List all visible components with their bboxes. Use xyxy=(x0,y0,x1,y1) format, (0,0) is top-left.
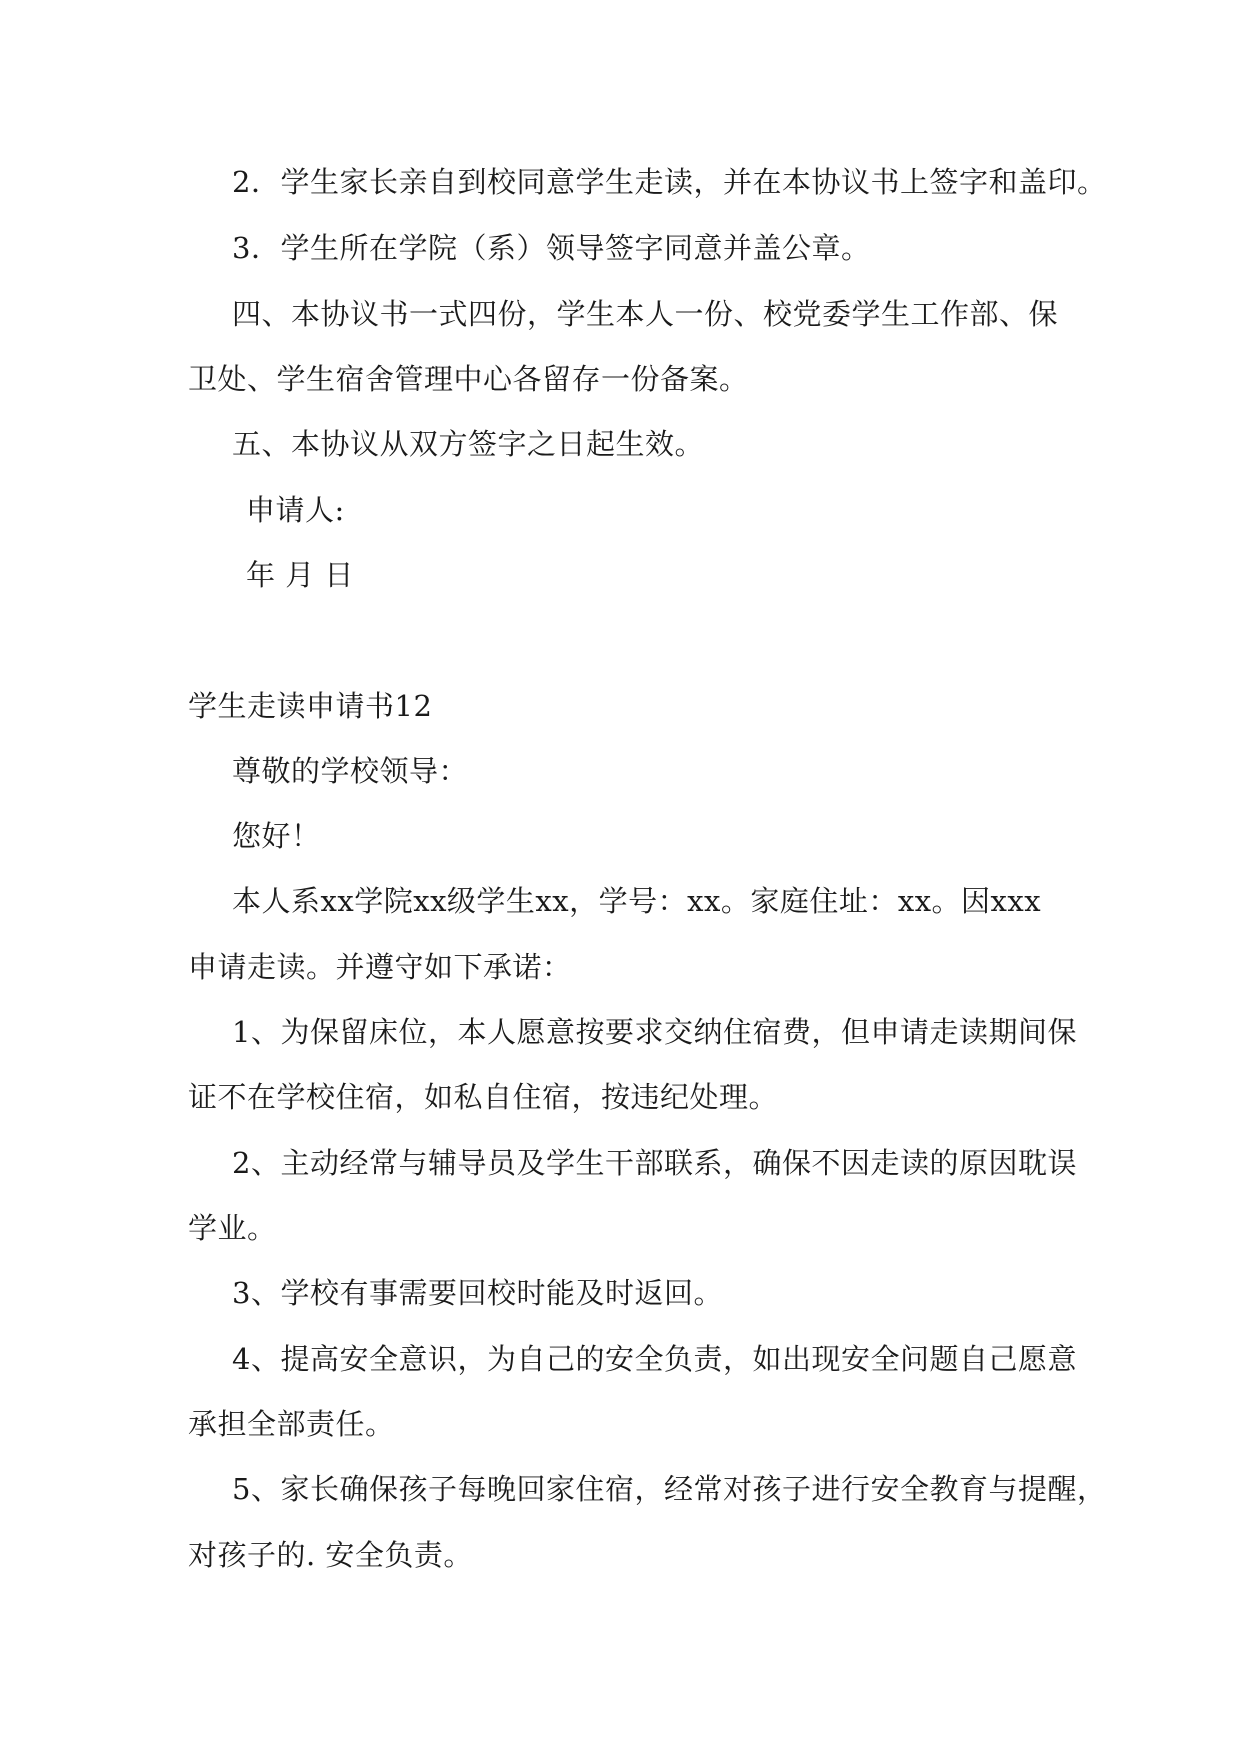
date-line: 年 月 日 xyxy=(246,558,354,592)
paragraph-line: 本人系xx学院xx级学生xx，学号：xx。家庭住址：xx。因xxx xyxy=(232,884,1042,918)
paragraph-line: 学业。 xyxy=(188,1211,277,1245)
salutation: 尊敬的学校领导： xyxy=(232,754,469,788)
paragraph-line: 对孩子的. 安全负责。 xyxy=(188,1538,473,1572)
paragraph-line: 卫处、学生宿舍管理中心各留存一份备案。 xyxy=(188,362,749,396)
paragraph-line: 5、家长确保孩子每晚回家住宿，经常对孩子进行安全教育与提醒， xyxy=(232,1472,1107,1506)
greeting: 您好！ xyxy=(232,819,321,853)
paragraph-line: 2、主动经常与辅导员及学生干部联系，确保不因走读的原因耽误 xyxy=(232,1146,1077,1180)
paragraph-line: 4、提高安全意识，为自己的安全负责，如出现安全问题自己愿意 xyxy=(232,1342,1077,1376)
paragraph-line: 五、本协议从双方签字之日起生效。 xyxy=(232,427,705,461)
section-title: 学生走读申请书12 xyxy=(188,689,433,723)
paragraph-line: 证不在学校住宿，如私自住宿，按违纪处理。 xyxy=(188,1080,779,1114)
paragraph-line: 1、为保留床位，本人愿意按要求交纳住宿费，但申请走读期间保 xyxy=(232,1015,1077,1049)
paragraph-line: 申请走读。并遵守如下承诺： xyxy=(188,950,572,984)
paragraph-line: 四、本协议书一式四份，学生本人一份、校党委学生工作部、保 xyxy=(232,297,1059,331)
applicant-label: 申请人: xyxy=(246,493,345,527)
paragraph-line: 2．学生家长亲自到校同意学生走读，并在本协议书上签字和盖印。 xyxy=(232,165,1107,199)
paragraph-line: 3、学校有事需要回校时能及时返回。 xyxy=(232,1276,723,1310)
paragraph-line: 承担全部责任。 xyxy=(188,1407,395,1441)
paragraph-line: 3．学生所在学院（系）领导签字同意并盖公章。 xyxy=(232,231,871,265)
